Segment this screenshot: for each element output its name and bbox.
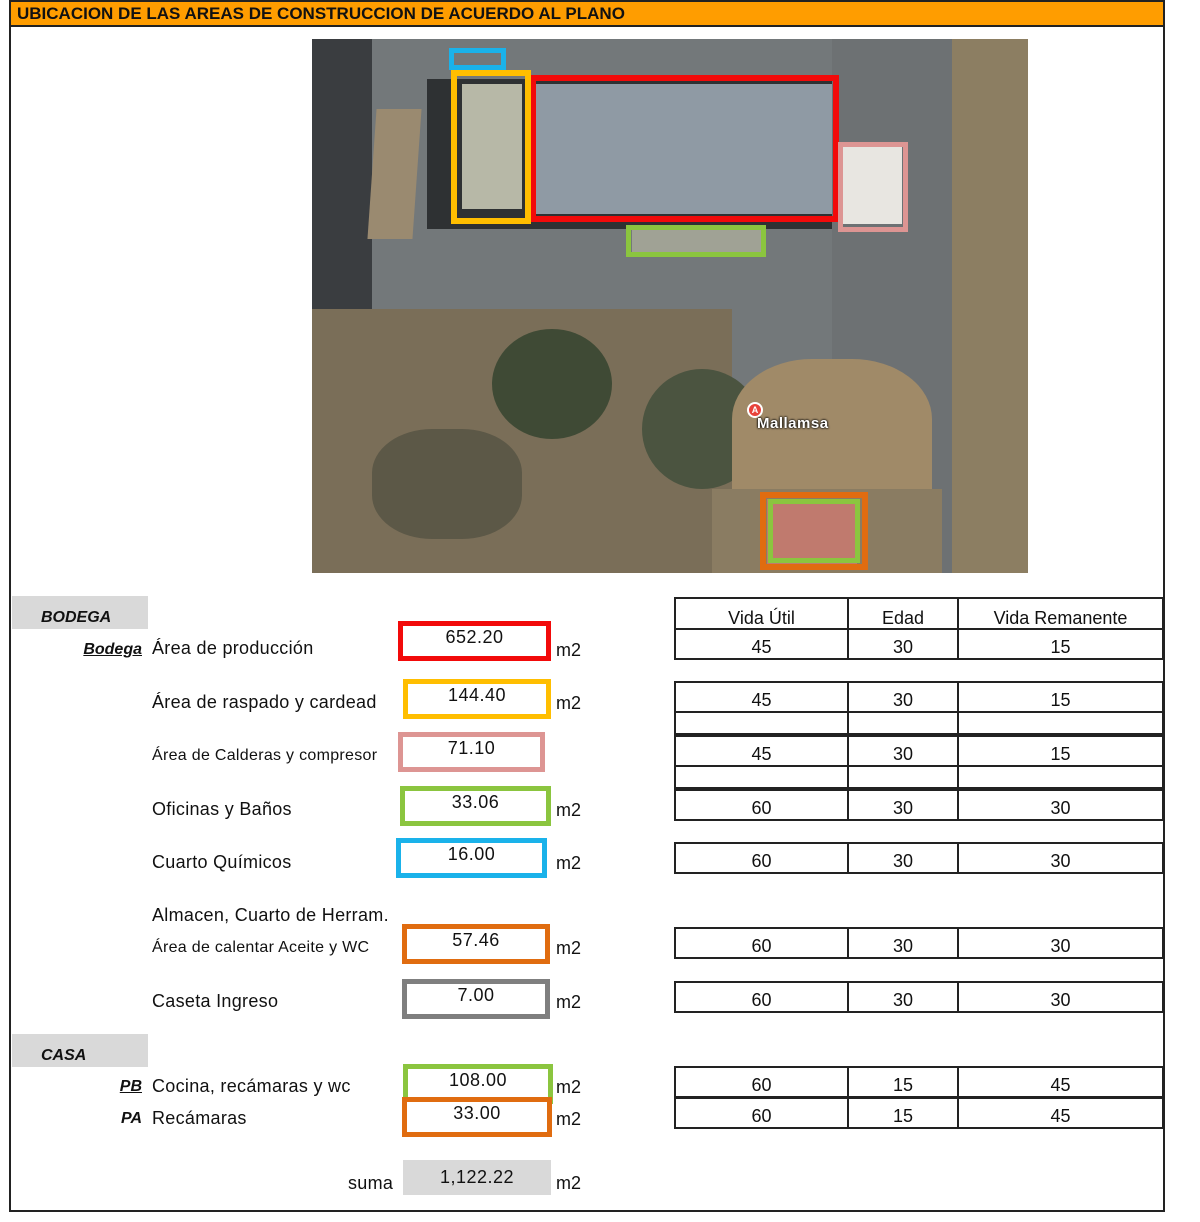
area-value: 33.00 — [402, 1097, 552, 1137]
cell-vida-remanente: 30 — [1050, 851, 1071, 871]
cell-vida-util: 60 — [676, 929, 849, 957]
area-value: 57.46 — [402, 924, 550, 964]
marker-casa — [768, 499, 860, 563]
cell-edad: 30 — [849, 630, 959, 658]
table-row — [674, 927, 1164, 959]
header-edad: Edad — [849, 599, 959, 630]
total-label: suma — [348, 1173, 394, 1193]
cell-vida-remanente: 45 — [1050, 1106, 1071, 1126]
cell-vida-util: 45 — [676, 630, 849, 658]
area-value: 16.00 — [396, 838, 547, 878]
table-row — [674, 789, 1164, 821]
marker-cuarto-quimicos — [449, 48, 506, 70]
cell-edad: 15 — [849, 1099, 959, 1127]
cell-edad: 30 — [849, 737, 959, 765]
cell-vida-util: 60 — [676, 791, 849, 819]
item-label: Cocina, recámaras y wc — [152, 1076, 351, 1096]
item-label: Área de producción — [152, 638, 314, 658]
cell-edad: 15 — [849, 1068, 959, 1096]
area-value: 652.20 — [398, 621, 551, 661]
total-value: 1,122.22 — [403, 1160, 551, 1195]
unit-label: m2 — [556, 853, 582, 873]
item-label: Área de raspado y cardead — [152, 692, 377, 712]
table-row — [674, 842, 1164, 874]
unit-label: m2 — [556, 1109, 582, 1129]
cell-vida-remanente: 15 — [1050, 690, 1071, 710]
unit-label: m2 — [556, 640, 582, 660]
table-row — [674, 1097, 1164, 1129]
cell-vida-remanente: 15 — [1050, 744, 1071, 764]
table-header — [674, 597, 1164, 630]
section-header-bodega: BODEGA — [12, 596, 148, 629]
section-header-casa: CASA — [12, 1034, 148, 1067]
table-row — [674, 628, 1164, 660]
area-value: 144.40 — [403, 679, 551, 719]
cell-vida-util: 60 — [676, 1068, 849, 1096]
unit-label: m2 — [556, 800, 582, 820]
item-label-line1: Almacen, Cuarto de Herram. — [152, 905, 389, 925]
area-value: 7.00 — [402, 979, 550, 1019]
cell-vida-util: 60 — [676, 983, 849, 1011]
header-vida-util: Vida Útil — [676, 599, 849, 630]
cell-edad: 30 — [849, 844, 959, 872]
cell-vida-util: 60 — [676, 844, 849, 872]
cell-edad: 30 — [849, 929, 959, 957]
area-value: 33.06 — [400, 786, 551, 826]
marker-area-calderas — [838, 142, 908, 232]
marker-area-produccion — [530, 75, 839, 222]
cell-vida-util: 45 — [676, 683, 849, 711]
item-label: Caseta Ingreso — [152, 991, 279, 1011]
cell-vida-remanente: 30 — [1050, 936, 1071, 956]
cell-edad: 30 — [849, 983, 959, 1011]
unit-label: m2 — [556, 992, 582, 1012]
map-place-label: Mallamsa — [757, 415, 829, 432]
total-unit: m2 — [556, 1173, 582, 1193]
cell-vida-util: 60 — [676, 1099, 849, 1127]
item-label: Oficinas y Baños — [152, 799, 292, 819]
item-label: Cuarto Químicos — [152, 852, 292, 872]
cell-edad: 30 — [849, 791, 959, 819]
map-pin-icon[interactable]: A — [747, 402, 763, 418]
unit-label: m2 — [556, 693, 582, 713]
marker-oficinas — [626, 225, 766, 257]
header-vida-remanente: Vida Remanente — [993, 608, 1128, 628]
cell-vida-remanente: 30 — [1050, 798, 1071, 818]
table-row — [674, 735, 1164, 767]
casa-prefix-pb: PB — [119, 1078, 142, 1095]
marker-area-raspado — [451, 70, 531, 224]
bodega-prefix: Bodega — [83, 641, 142, 658]
item-label: Área de Calderas y compresor — [152, 747, 378, 764]
cell-vida-remanente: 45 — [1050, 1075, 1071, 1095]
table-row — [674, 681, 1164, 713]
table-row — [674, 1066, 1164, 1098]
item-label: Área de calentar Aceite y WC — [152, 939, 370, 956]
cell-vida-remanente: 30 — [1050, 990, 1071, 1010]
unit-label: m2 — [556, 1077, 582, 1097]
table-spacer-row — [674, 767, 1164, 789]
cell-edad: 30 — [849, 683, 959, 711]
table-row — [674, 981, 1164, 1013]
cell-vida-remanente: 15 — [1050, 637, 1071, 657]
area-value: 108.00 — [403, 1064, 553, 1104]
cell-vida-util: 45 — [676, 737, 849, 765]
unit-label: m2 — [556, 938, 582, 958]
table-spacer-row — [674, 713, 1164, 735]
area-value: 71.10 — [398, 732, 545, 772]
page-title: UBICACION DE LAS AREAS DE CONSTRUCCION DE ACUERDO AL PLANO — [9, 0, 1165, 27]
casa-prefix-pa: PA — [120, 1110, 142, 1127]
item-label: Recámaras — [152, 1108, 247, 1128]
